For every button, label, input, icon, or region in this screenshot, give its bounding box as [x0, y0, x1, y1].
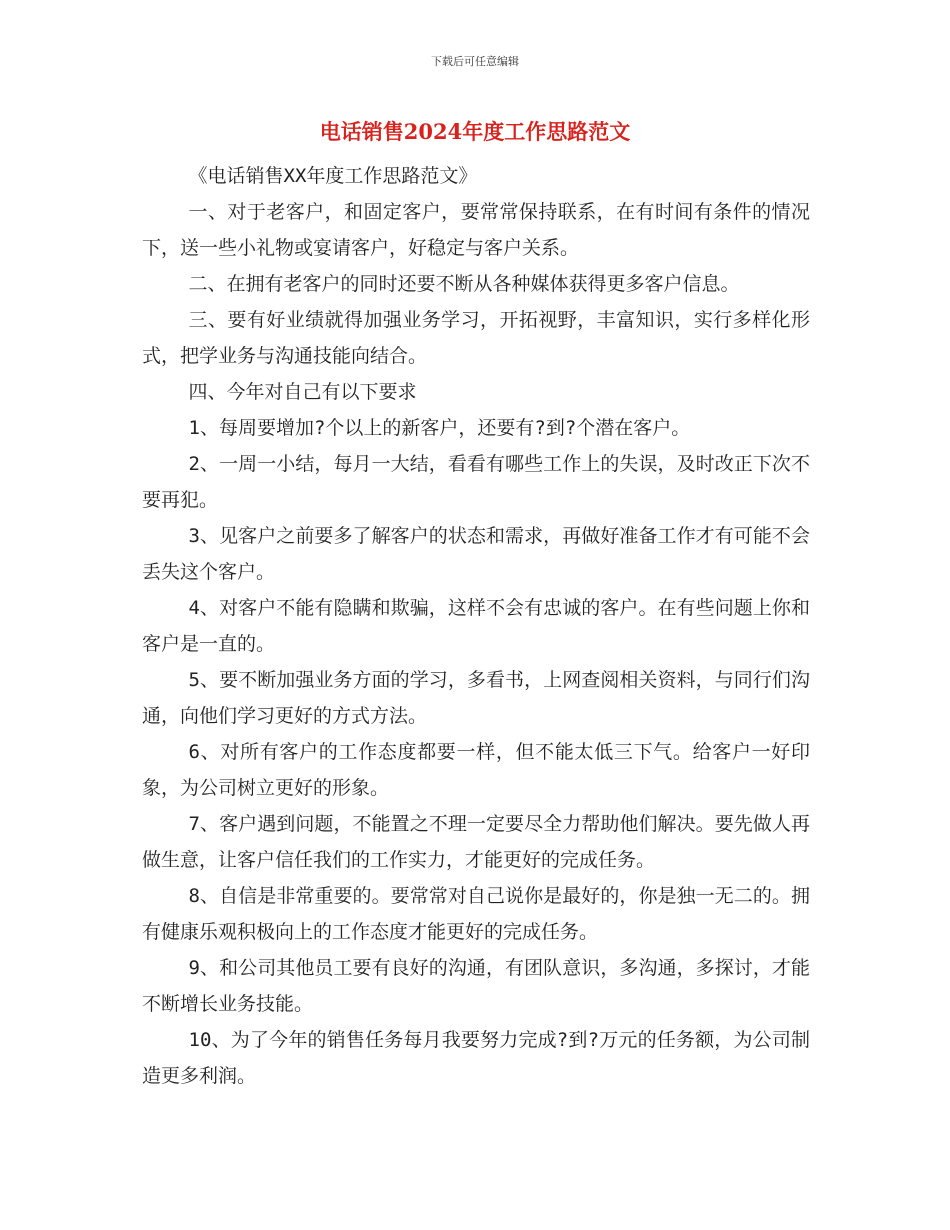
paragraph-item-4: 四、今年对自己有以下要求	[188, 381, 417, 403]
requirement-2: 2、一周一小结，每月一大结，看看有哪些工作上的失误，及时改正下次不要再犯。	[142, 453, 810, 511]
requirement-3: 3、见客户之前要多了解客户的状态和需求，再做好准备工作才有可能不会丢失这个客户。	[142, 525, 810, 583]
requirement-8: 8、自信是非常重要的。要常常对自己说你是最好的，你是独一无二的。拥有健康乐观积极向上的工作态度才能更好的完成任务。	[142, 885, 810, 943]
requirement-5: 5、要不断加强业务方面的学习，多看书，上网查阅相关资料，与同行们沟通，向他们学习更好的方式方法。	[142, 669, 810, 727]
document-title: 电话销售2024年度工作思路范文	[319, 119, 631, 144]
document-body	[142, 158, 810, 1094]
requirement-1: 1、每周要增加?个以上的新客户，还要有?到?个潜在客户。	[188, 417, 691, 439]
requirement-10: 10、为了今年的销售任务每月我要努力完成?到?万元的任务额，为公司制造更多利润。	[142, 1029, 810, 1087]
paragraph-item-3: 三、要有好业绩就得加强业务学习，开拓视野，丰富知识，实行多样化形式，把学业务与沟通技能向结合。	[142, 309, 810, 367]
paragraph-subtitle: 《电话销售XX年度工作思路范文》	[188, 165, 478, 187]
paragraph-item-1: 一、对于老客户，和固定客户，要常常保持联系，在有时间有条件的情况下，送一些小礼物或宴请客户，好稳定与客户关系。	[142, 201, 810, 259]
requirement-9: 9、和公司其他员工要有良好的沟通，有团队意识，多沟通，多探讨，才能不断增长业务技能。	[142, 957, 810, 1015]
paragraph-item-2: 二、在拥有老客户的同时还要不断从各种媒体获得更多客户信息。	[188, 273, 740, 295]
requirement-7: 7、客户遇到问题，不能置之不理一定要尽全力帮助他们解决。要先做人再做生意，让客户信任我们的工作实力，才能更好的完成任务。	[142, 813, 810, 871]
header-note: 下载后可任意编辑	[431, 55, 519, 68]
requirement-6: 6、对所有客户的工作态度都要一样，但不能太低三下气。给客户一好印象，为公司树立更好的形象。	[142, 741, 810, 799]
requirement-4: 4、对客户不能有隐瞒和欺骗，这样不会有忠诚的客户。在有些问题上你和客户是一直的。	[142, 597, 810, 655]
